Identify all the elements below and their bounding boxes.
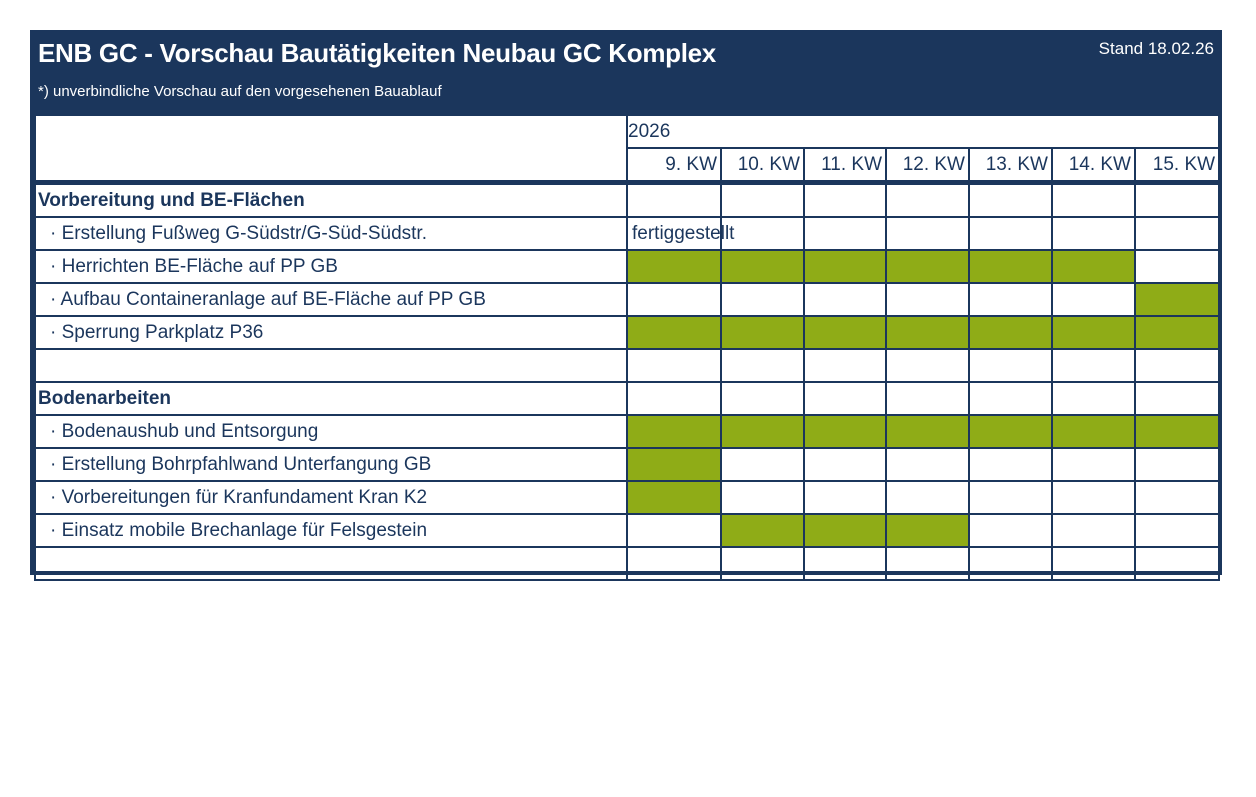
gantt-bar-cell	[627, 448, 721, 481]
task-row	[35, 283, 1219, 316]
header-label-spacer	[35, 116, 627, 148]
gantt-cell	[1135, 217, 1219, 250]
task-label: · Bodenaushub und Entsorgung	[35, 415, 627, 448]
gantt-cell	[969, 349, 1052, 382]
gantt-cell	[627, 283, 721, 316]
gantt-cell	[627, 183, 721, 218]
gantt-bar-cell	[627, 250, 721, 283]
task-label: · Erstellung Fußweg G-Südstr/G-Süd-Südstr.	[35, 217, 627, 250]
header-year-row	[35, 116, 1219, 148]
gantt-cell	[804, 349, 886, 382]
gantt-cell	[969, 481, 1052, 514]
gantt-cell	[1135, 349, 1219, 382]
gantt-bar-cell	[1052, 316, 1135, 349]
gantt-bar-cell	[969, 250, 1052, 283]
section-label: Bodenarbeiten	[35, 382, 627, 415]
week-header: 9. KW	[627, 148, 721, 183]
gantt-bar-cell	[804, 316, 886, 349]
task-row	[35, 415, 1219, 448]
gantt-cell	[721, 547, 804, 580]
gantt-bar-cell	[1135, 415, 1219, 448]
task-label: · Vorbereitungen für Kranfundament Kran K2	[35, 481, 627, 514]
gantt-cell	[1052, 448, 1135, 481]
task-row	[35, 448, 1219, 481]
week-header: 13. KW	[969, 148, 1052, 183]
header-week-row	[35, 148, 1219, 183]
gantt-cell	[804, 283, 886, 316]
task-label: · Erstellung Bohrpfahlwand Unterfangung GB	[35, 448, 627, 481]
gantt-bar-cell	[804, 250, 886, 283]
gantt-cell	[886, 481, 969, 514]
gantt-cell	[969, 217, 1052, 250]
gantt-cell	[886, 547, 969, 580]
gantt-cell	[627, 382, 721, 415]
task-label: · Herrichten BE-Fläche auf PP GB	[35, 250, 627, 283]
gantt-cell	[721, 183, 804, 218]
gantt-cell	[1135, 183, 1219, 218]
gantt-cell	[969, 382, 1052, 415]
gantt-cell	[1052, 283, 1135, 316]
gantt-cell	[1052, 481, 1135, 514]
gantt-bar-cell	[886, 415, 969, 448]
gantt-cell	[1052, 349, 1135, 382]
gantt-bar-cell	[886, 514, 969, 547]
gantt-cell	[969, 283, 1052, 316]
gantt-bar-cell	[1052, 250, 1135, 283]
gantt-cell	[627, 547, 721, 580]
blank-row	[35, 349, 1219, 382]
gantt-cell	[1052, 547, 1135, 580]
gantt-cell	[1135, 382, 1219, 415]
year-label: 2026	[627, 116, 1219, 148]
task-label: · Sperrung Parkplatz P36	[35, 316, 627, 349]
week-header: 14. KW	[1052, 148, 1135, 183]
gantt-cell	[1135, 448, 1219, 481]
gantt-cell	[1052, 514, 1135, 547]
gantt-cell	[1135, 481, 1219, 514]
gantt-cell	[804, 183, 886, 218]
gantt-cell	[1135, 250, 1219, 283]
gantt-cell	[969, 183, 1052, 218]
gantt-bar-cell	[969, 316, 1052, 349]
gantt-bar-cell	[804, 415, 886, 448]
page-title: ENB GC - Vorschau Bautätigkeiten Neubau GC Komplex	[38, 38, 716, 68]
gantt-cell	[886, 283, 969, 316]
gantt-cell	[804, 217, 886, 250]
task-label: · Aufbau Containeranlage auf BE-Fläche auf PP GB	[35, 283, 627, 316]
section-label: Vorbereitung und BE-Flächen	[35, 183, 627, 218]
gantt-cell	[886, 183, 969, 218]
gantt-cell	[1135, 514, 1219, 547]
gantt-cell	[804, 481, 886, 514]
gantt-bar-cell	[627, 316, 721, 349]
gantt-bar-cell	[627, 481, 721, 514]
gantt-cell	[627, 217, 735, 250]
gantt-cell	[721, 382, 804, 415]
gantt-bar-cell	[721, 250, 804, 283]
gantt-bar-cell	[1052, 415, 1135, 448]
section-row	[35, 382, 1219, 415]
gantt-cell	[1052, 382, 1135, 415]
header-label-spacer	[35, 148, 627, 183]
gantt-bar-cell	[721, 316, 804, 349]
gantt-cell	[804, 547, 886, 580]
gantt-cell	[886, 217, 969, 250]
gantt-grid	[34, 116, 1218, 571]
gantt-bar-cell	[1135, 283, 1219, 316]
week-header: 10. KW	[721, 148, 804, 183]
gantt-cell	[804, 448, 886, 481]
sheet-header	[30, 30, 1222, 116]
gantt-bar-cell	[804, 514, 886, 547]
section-row	[35, 183, 1219, 218]
blank-label	[35, 349, 627, 382]
gantt-bar-cell	[969, 415, 1052, 448]
week-header: 15. KW	[1135, 148, 1219, 183]
gantt-cell	[886, 382, 969, 415]
gantt-bar-cell	[721, 514, 804, 547]
task-row	[35, 316, 1219, 349]
gantt-cell	[886, 448, 969, 481]
week-header: 11. KW	[804, 148, 886, 183]
task-label: · Einsatz mobile Brechanlage für Felsgestein	[35, 514, 627, 547]
gantt-cell	[969, 547, 1052, 580]
gantt-cell	[721, 448, 804, 481]
gantt-cell	[1135, 547, 1219, 580]
gantt-cell	[969, 448, 1052, 481]
gantt-bar-cell	[627, 415, 721, 448]
gantt-cell	[721, 481, 804, 514]
gantt-cell	[886, 349, 969, 382]
task-row	[35, 481, 1219, 514]
schedule-sheet	[30, 30, 1222, 575]
task-status-note: fertiggestellt	[632, 222, 735, 244]
gantt-bar-cell	[1135, 316, 1219, 349]
task-row	[35, 217, 1219, 250]
blank-row	[35, 547, 1219, 580]
gantt-cell	[969, 514, 1052, 547]
gantt-cell	[721, 283, 804, 316]
gantt-cell	[1052, 183, 1135, 218]
blank-label	[35, 547, 627, 580]
gantt-cell	[627, 514, 721, 547]
page-subtitle: *) unverbindliche Vorschau auf den vorgesehenen Bauablauf	[38, 83, 442, 100]
gantt-table	[34, 116, 1220, 581]
gantt-cell	[721, 349, 804, 382]
stand-date: Stand 18.02.26	[1098, 39, 1214, 58]
gantt-cell	[627, 349, 721, 382]
gantt-bar-cell	[721, 415, 804, 448]
task-row	[35, 250, 1219, 283]
week-header: 12. KW	[886, 148, 969, 183]
gantt-bar-cell	[886, 250, 969, 283]
gantt-cell	[804, 382, 886, 415]
task-row	[35, 514, 1219, 547]
gantt-cell	[1052, 217, 1135, 250]
gantt-bar-cell	[886, 316, 969, 349]
